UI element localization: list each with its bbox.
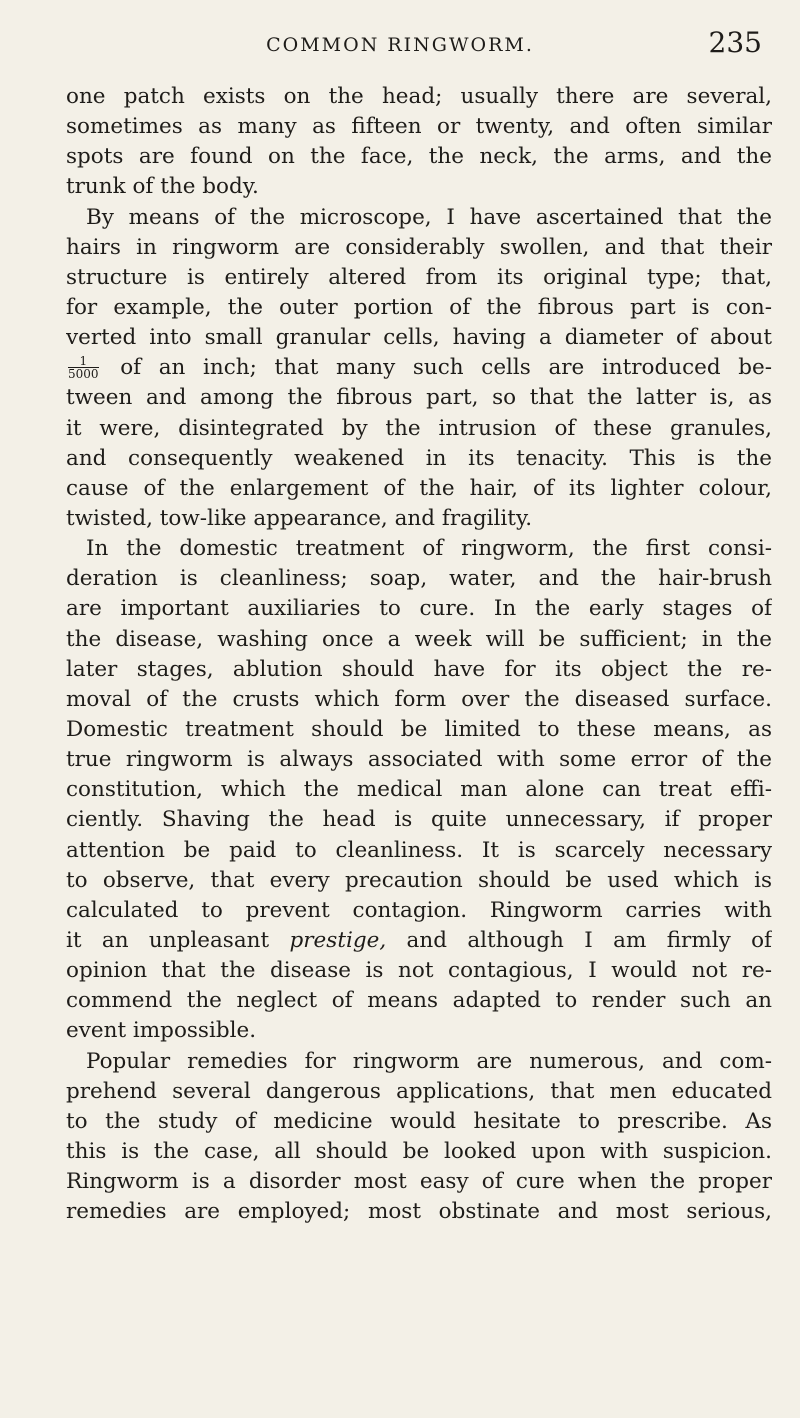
text-line: ciently. Shaving the head is quite unnecessary, if proper <box>66 807 772 833</box>
page-header <box>0 20 800 70</box>
text-line: prehend several dangerous applications, that men educated <box>66 1078 772 1104</box>
text-line: tween and among the fibrous part, so that the latter is, as <box>66 385 772 411</box>
text-line: to observe, that every precaution should be used which is <box>66 867 772 893</box>
text-line: one patch exists on the head; usually there are several, <box>66 84 772 109</box>
text-line: hairs in ringworm are considerably swollen, and that their <box>66 234 772 260</box>
text-line: constitution, which the medical man alone can treat effi- <box>66 777 772 803</box>
text-line: twisted, tow-like appearance, and fragility. <box>66 505 533 531</box>
text-line: By means of the microscope, I have ascertained that the <box>86 204 772 230</box>
text-line: to the study of medicine would hesitate to prescribe. As <box>66 1108 772 1134</box>
text-line: this is the case, all should be looked upon with suspicion. <box>66 1138 772 1164</box>
text-line: calculated to prevent contagion. Ringworm carries with <box>66 897 772 923</box>
text-fragment: it an unpleasant <box>66 927 270 953</box>
text-line: for example, the outer portion of the fibrous part is con- <box>66 294 772 320</box>
text-fragment: and although I am firmly of <box>406 927 772 953</box>
text-line: remedies are employed; most obstinate and most serious, <box>66 1199 772 1225</box>
running-title: COMMON RINGWORM. <box>266 34 534 56</box>
text-line: Popular remedies for ringworm are numerous, and com- <box>86 1048 772 1074</box>
text-line: trunk of the body. <box>66 174 259 200</box>
fraction-numerator: 1 <box>79 354 88 369</box>
text-line <box>66 926 772 956</box>
text-line: commend the neglect of means adapted to render such an <box>66 988 772 1014</box>
text-line: event impossible. <box>66 1018 257 1044</box>
text-line: cause of the enlargement of the hair, of its lighter colour, <box>66 475 772 501</box>
body-text <box>66 82 772 1227</box>
italic-word: prestige, <box>289 927 387 953</box>
text-line: opinion that the disease is not contagious, I would not re- <box>66 958 772 984</box>
text-fragment: of an inch; that many such cells are introduced be- <box>120 355 772 381</box>
text-line: moval of the crusts which form over the diseased surface. <box>66 686 772 712</box>
text-line: sometimes as many as fifteen or twenty, and often similar <box>66 114 772 140</box>
text-line: In the domestic treatment of ringworm, the first consi- <box>86 536 772 562</box>
text-line: attention be paid to cleanliness. It is scarcely necessary <box>66 837 772 863</box>
text-line: and consequently weakened in its tenacity. This is the <box>66 445 772 471</box>
fraction <box>68 356 99 380</box>
text-line: verted into small granular cells, having a diameter of about <box>66 325 772 351</box>
page-number: 235 <box>708 26 762 59</box>
text-line: the disease, washing once a week will be sufficient; in the <box>66 626 772 652</box>
text-line: Domestic treatment should be limited to these means, as <box>66 716 772 742</box>
text-line: later stages, ablution should have for its object the re- <box>66 656 772 682</box>
text-line: it were, disintegrated by the intrusion of these granules, <box>66 415 772 441</box>
text-line: are important auxiliaries to cure. In the early stages of <box>66 596 772 622</box>
text-line: spots are found on the face, the neck, the arms, and the <box>66 144 772 170</box>
text-line: true ringworm is always associated with some error of the <box>66 747 772 773</box>
text-line: structure is entirely altered from its original type; that, <box>66 264 772 290</box>
fraction-denominator: 5000 <box>68 367 99 382</box>
text-line <box>66 353 772 383</box>
text-line: Ringworm is a disorder most easy of cure when the proper <box>66 1169 772 1195</box>
text-line: deration is cleanliness; soap, water, and the hair-brush <box>66 566 772 592</box>
